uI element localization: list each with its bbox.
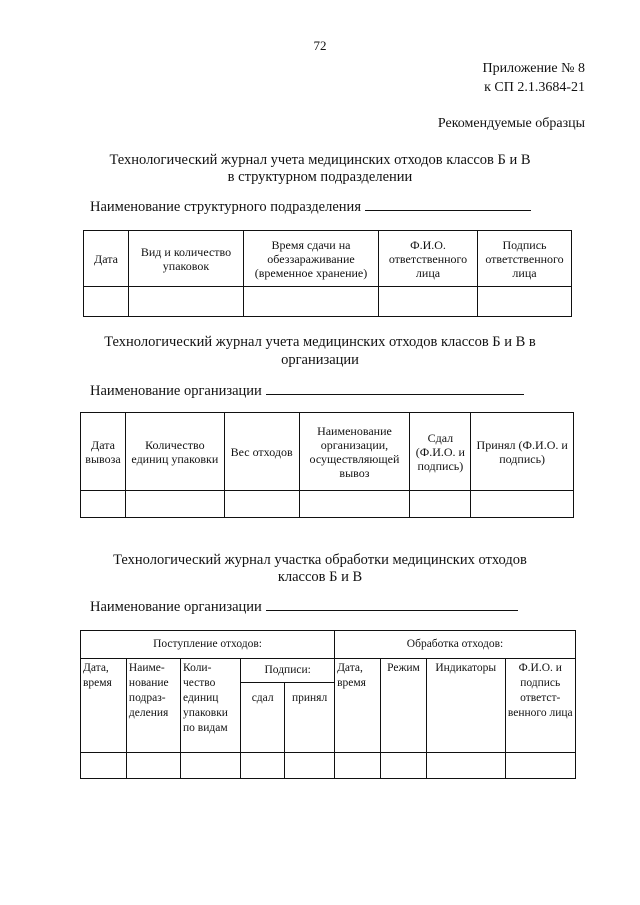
s3-header-indicators: Индикаторы bbox=[426, 659, 505, 753]
s3-cell[interactable] bbox=[241, 753, 285, 779]
s1-cell[interactable] bbox=[244, 287, 379, 317]
s3-group-receipt: Поступление отходов: bbox=[81, 631, 335, 659]
section1-title-line2: в структурном подразделении bbox=[227, 169, 413, 185]
s3-cell[interactable] bbox=[381, 753, 427, 779]
s3-header-received: принял bbox=[285, 683, 335, 753]
s2-cell[interactable] bbox=[410, 491, 471, 518]
s3-group-processing: Обработка отходов: bbox=[335, 631, 576, 659]
s2-header-date: Дата вывоза bbox=[81, 413, 126, 491]
section2-field-blank[interactable] bbox=[266, 381, 524, 395]
s3-header-signatures: Подписи: bbox=[241, 659, 335, 683]
s1-cell[interactable] bbox=[84, 287, 129, 317]
section3-title-line2: классов Б и В bbox=[277, 569, 363, 585]
s3-cell[interactable] bbox=[426, 753, 505, 779]
section1-title-line1: Технологический журнал учета медицинских отходов классов Б и В bbox=[109, 152, 531, 168]
recommended-samples-heading: Рекомендуемые образцы bbox=[437, 116, 585, 131]
s3-header-handed: сдал bbox=[241, 683, 285, 753]
section1-field-blank[interactable] bbox=[365, 197, 531, 211]
s3-header-date-time-2: Дата, время bbox=[335, 659, 381, 753]
s2-header-handed: Сдал (Ф.И.О. и подпись) bbox=[410, 413, 471, 491]
s2-header-weight: Вес отходов bbox=[224, 413, 299, 491]
appendix-line-1: Приложение № 8 bbox=[482, 61, 585, 76]
section2-title-line2: организации bbox=[281, 352, 359, 368]
page-number: 72 bbox=[313, 38, 327, 53]
s3-cell[interactable] bbox=[285, 753, 335, 779]
section1-field bbox=[90, 197, 531, 216]
section3-title-line1: Технологический журнал участка обработки медицинских отходов bbox=[113, 552, 527, 568]
section2-field-label: Наименование организации bbox=[90, 383, 262, 399]
s3-header-responsible: Ф.И.О. и подпись ответст-венного лица bbox=[505, 659, 576, 753]
s1-header-handover-time: Время сдачи на обеззараживание (временное хранение) bbox=[244, 231, 379, 287]
s3-cell[interactable] bbox=[505, 753, 576, 779]
section3-field-label: Наименование организации bbox=[90, 599, 262, 615]
section3-field-blank[interactable] bbox=[266, 597, 518, 611]
s1-header-date: Дата bbox=[84, 231, 129, 287]
section2-title-line1: Технологический журнал учета медицинских отходов классов Б и В в bbox=[104, 334, 536, 350]
s3-header-quantity: Коли-чество единиц упаковки по видам bbox=[181, 659, 241, 753]
s2-header-carrier: Наименование организации, осуществляющей вывоз bbox=[299, 413, 410, 491]
s1-cell[interactable] bbox=[478, 287, 572, 317]
s1-header-responsible-signature: Подпись ответственного лица bbox=[478, 231, 572, 287]
s1-header-packages: Вид и количество упаковок bbox=[129, 231, 244, 287]
section1-field-label: Наименование структурного подразделения bbox=[90, 199, 361, 215]
appendix-line-2: к СП 2.1.3684-21 bbox=[484, 80, 585, 95]
s1-cell[interactable] bbox=[379, 287, 478, 317]
s3-header-date-time: Дата, время bbox=[81, 659, 127, 753]
section2-field bbox=[90, 381, 524, 400]
s2-cell[interactable] bbox=[125, 491, 224, 518]
s1-header-responsible-name: Ф.И.О. ответственного лица bbox=[379, 231, 478, 287]
section2-table bbox=[80, 412, 574, 518]
section3-field bbox=[90, 597, 518, 616]
s2-header-quantity: Количество единиц упаковки bbox=[125, 413, 224, 491]
s3-cell[interactable] bbox=[81, 753, 127, 779]
s3-cell[interactable] bbox=[126, 753, 180, 779]
section3-table bbox=[80, 630, 576, 779]
s2-cell[interactable] bbox=[81, 491, 126, 518]
s3-header-subdivision: Наиме-нование подраз-деления bbox=[126, 659, 180, 753]
s2-cell[interactable] bbox=[224, 491, 299, 518]
s2-header-received: Принял (Ф.И.О. и подпись) bbox=[471, 413, 574, 491]
s3-cell[interactable] bbox=[335, 753, 381, 779]
s2-cell[interactable] bbox=[299, 491, 410, 518]
s3-cell[interactable] bbox=[181, 753, 241, 779]
s3-header-mode: Режим bbox=[381, 659, 427, 753]
s2-cell[interactable] bbox=[471, 491, 574, 518]
section1-table bbox=[83, 230, 572, 317]
s1-cell[interactable] bbox=[129, 287, 244, 317]
